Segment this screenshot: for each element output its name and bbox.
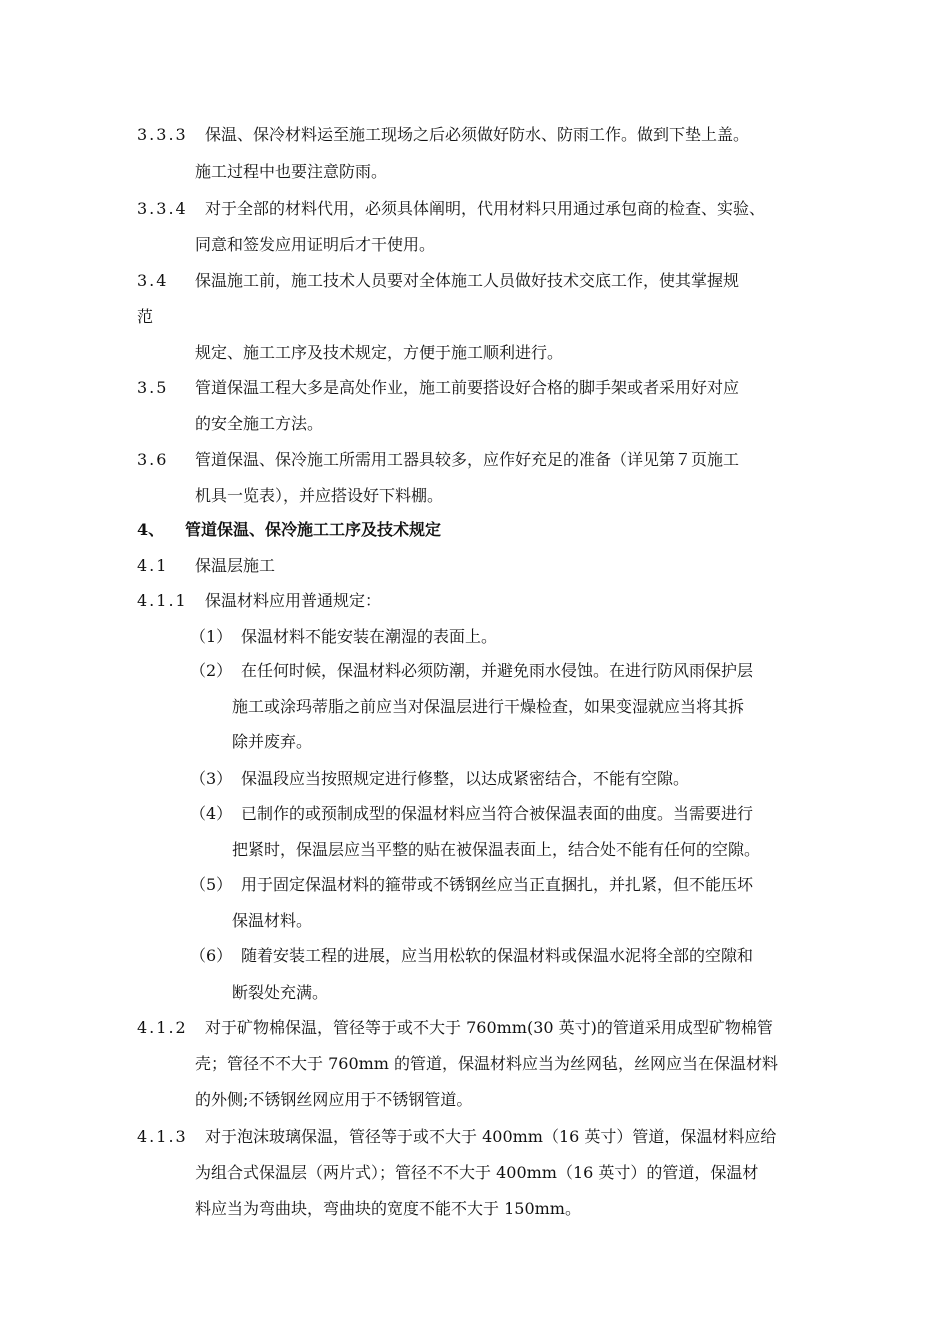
list-item-line: 断裂处充满。 [232,983,329,1002]
paragraph-line: 范 [137,307,154,326]
paragraph-line: 保温材料应用普通规定： [205,591,382,610]
list-number: （2） [190,661,233,680]
paragraph-line: 管道保温工程大多是高处作业，施工前要搭设好合格的脚手架或者采用好对应 [195,378,740,397]
list-item-line: 施工或涂玛蒂脂之前应当对保温层进行干燥检查，如果变湿就应当将其拆 [232,697,745,716]
section-number: 3.6 [137,450,169,469]
list-item-line: 保温材料。 [232,911,313,930]
list-number: （3） [190,769,233,788]
paragraph-line: 对于全部的材料代用，必须具体阐明，代用材料只用通过承包商的检查、实验、 [205,199,766,218]
paragraph-line: 保温、保冷材料运至施工现场之后必须做好防水、防雨工作。做到下垫上盖。 [205,125,750,144]
section-number: 4.1.3 [137,1127,188,1146]
paragraph-line: 机具一览表），并应搭设好下料棚。 [195,486,444,505]
list-item-line: 已制作的或预制成型的保温材料应当符合被保温表面的曲度。当需要进行 [241,804,754,823]
heading-number: 4、 [137,520,165,539]
paragraph-line: 的外侧;不锈钢丝网应用于不锈钢管道。 [195,1090,473,1109]
section-number: 3.3.3 [137,125,188,144]
paragraph-line: 为组合式保温层（两片式）；管径不不大于 400mm（16 英寸）的管道，保温材 [195,1163,759,1182]
list-item-line: 保温段应当按照规定进行修整，以达成紧密结合，不能有空隙。 [241,769,690,788]
paragraph-line: 壳；管径不不大于 760mm 的管道，保温材料应当为丝网毡，丝网应当在保温材料 [195,1054,779,1073]
section-number: 4.1.1 [137,591,188,610]
list-item-line: 用于固定保温材料的箍带或不锈钢丝应当正直捆扎，并扎紧，但不能压坏 [241,875,754,894]
list-item-line: 随着安装工程的进展，应当用松软的保温材料或保温水泥将全部的空隙和 [241,946,754,965]
subsection-title: 保温层施工 [195,556,276,575]
list-item-line: 保温材料不能安装在潮湿的表面上。 [241,627,498,646]
list-item-line: 除并废弃。 [232,732,313,751]
section-number: 4.1 [137,556,169,575]
list-number: （4） [190,804,233,823]
section-number: 3.5 [137,378,169,397]
paragraph-line: 同意和签发应用证明后才干使用。 [195,235,436,254]
list-item-line: 在任何时候，保温材料必须防潮，并避免雨水侵蚀。在进行防风雨保护层 [241,661,754,680]
list-number: （5） [190,875,233,894]
section-number: 3.4 [137,271,169,290]
section-number: 3.3.4 [137,199,188,218]
section-heading: 管道保温、保冷施工工序及技术规定 [185,520,442,539]
list-number: （6） [190,946,233,965]
section-number: 4.1.2 [137,1018,188,1037]
paragraph-line: 管道保温、保冷施工所需用工器具较多，应作好充足的准备（详见第７页施工 [195,450,740,469]
list-number: （1） [190,627,233,646]
paragraph-line: 对于矿物棉保温，管径等于或不大于 760mm(30 英寸)的管道采用成型矿物棉管 [205,1018,773,1037]
paragraph-line: 施工过程中也要注意防雨。 [195,162,388,181]
list-item-line: 把紧时，保温层应当平整的贴在被保温表面上，结合处不能有任何的空隙。 [232,840,761,859]
paragraph-line: 料应当为弯曲块，弯曲块的宽度不能不大于 150mm。 [195,1199,581,1218]
paragraph-line: 规定、施工工序及技术规定，方便于施工顺利进行。 [195,343,564,362]
paragraph-line: 保温施工前，施工技术人员要对全体施工人员做好技术交底工作，使其掌握规 [195,271,740,290]
paragraph-line: 对于泡沫玻璃保温，管径等于或不大于 400mm（16 英寸）管道，保温材料应给 [205,1127,777,1146]
paragraph-line: 的安全施工方法。 [195,414,324,433]
